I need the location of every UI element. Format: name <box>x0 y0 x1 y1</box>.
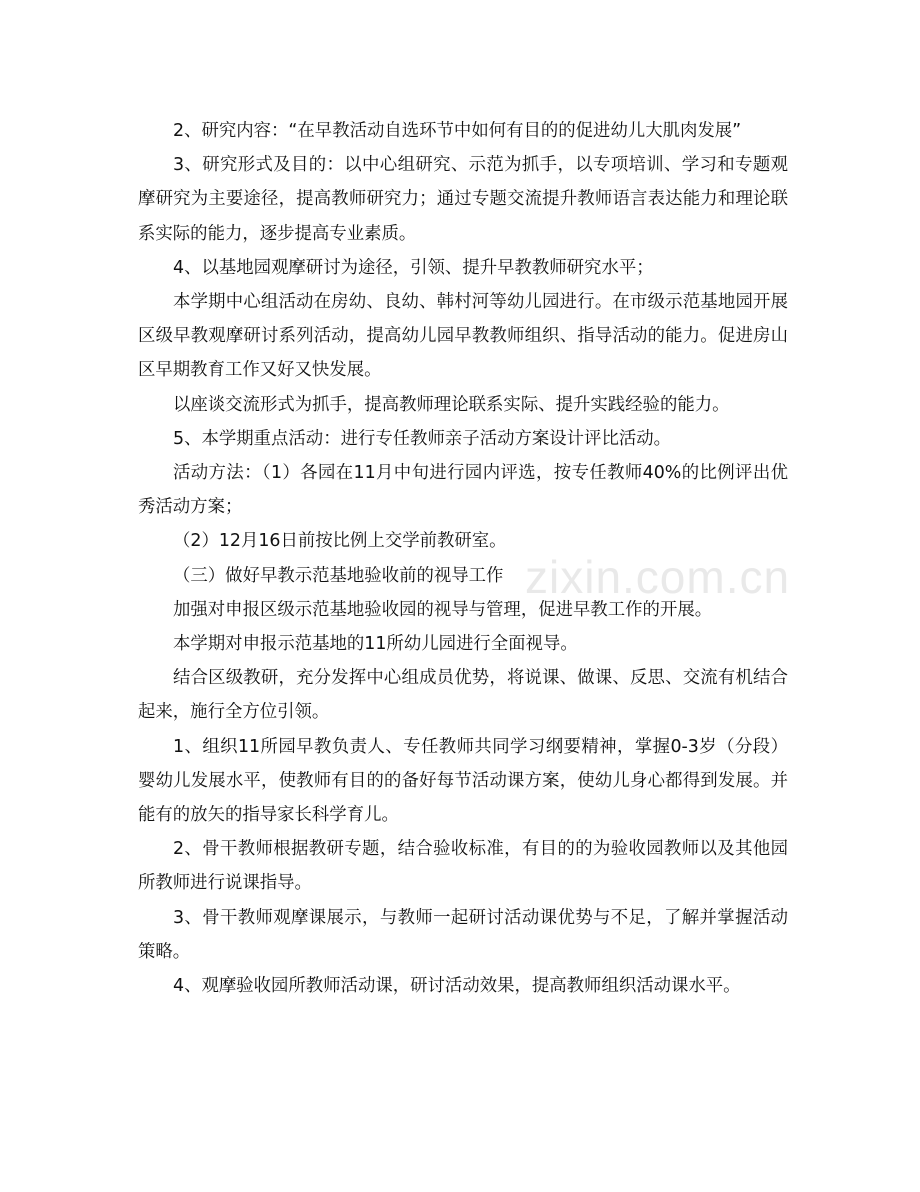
paragraph-research-form: 3、研究形式及目的：以中心组研究、示范为抓手，以专项培训、学习和专题观摩研究为主要途径，提高教师研究力；通过专题交流提升教师语言表达能力和理论联系实际的能力，逐步提高专业素质。 <box>138 155 788 244</box>
paragraph-base-observation: 4、以基地园观摩研讨为途径，引领、提升早教教师研究水平； <box>173 257 654 278</box>
paragraph-item-4: 4、观摩验收园所教师活动课，研讨活动效果，提高教师组织活动课水平。 <box>173 976 741 997</box>
paragraph-item-2: 2、骨干教师根据教研专题，结合验收标准，有目的的为验收园教师以及其他园所教师进行说课指导。 <box>138 839 788 894</box>
paragraph-seminar: 以座谈交流形式为抓手，提高教师理论联系实际、提升实践经验的能力。 <box>173 394 730 415</box>
paragraph-activity-method: 活动方法：（1）各园在11月中旬进行园内评选，按专任教师40%的比例评出优秀活动方案； <box>138 463 788 518</box>
paragraph-full-inspection: 本学期对申报示范基地的11所幼儿园进行全面视导。 <box>173 634 578 655</box>
paragraph-strengthen: 加强对申报区级示范基地验收园的视导与管理，促进早教工作的开展。 <box>173 599 713 620</box>
section-heading-inspection: （三）做好早教示范基地验收前的视导工作 <box>173 565 504 586</box>
paragraph-center-group: 本学期中心组活动在房幼、良幼、韩村河等幼儿园进行。在市级示范基地园开展区级早教观摩研讨系列活动，提高幼儿园早教教师组织、指导活动的能力。促进房山区早期教育工作又好又快发展。 <box>138 292 788 381</box>
paragraph-item-3: 3、骨干教师观摩课展示，与教师一起研讨活动课优势与不足，了解并掌握活动策略。 <box>138 907 788 962</box>
paragraph-item-1: 1、组织11所园早教负责人、专任教师共同学习纲要精神，掌握0-3岁（分段）婴幼儿发展水平，使教师有目的的备好每节活动课方案，使幼儿身心都得到发展。并能有的放矢的指导家长科学育儿。 <box>138 736 788 826</box>
paragraph-combine: 结合区级教研，充分发挥中心组成员优势，将说课、做课、反思、交流有机结合起来，施行全方位引领。 <box>138 668 788 723</box>
paragraph-key-activity: 5、本学期重点活动：进行专任教师亲子活动方案设计评比活动。 <box>173 428 672 449</box>
watermark: zixin.com.cn <box>525 551 791 603</box>
document-body <box>138 114 791 1003</box>
paragraph-deadline: （2）12月16日前按比例上交学前教研室。 <box>173 531 507 552</box>
paragraph-research-content: 2、研究内容：“在早教活动自选环节中如何有目的的促进幼儿大肌肉发展” <box>173 121 742 141</box>
